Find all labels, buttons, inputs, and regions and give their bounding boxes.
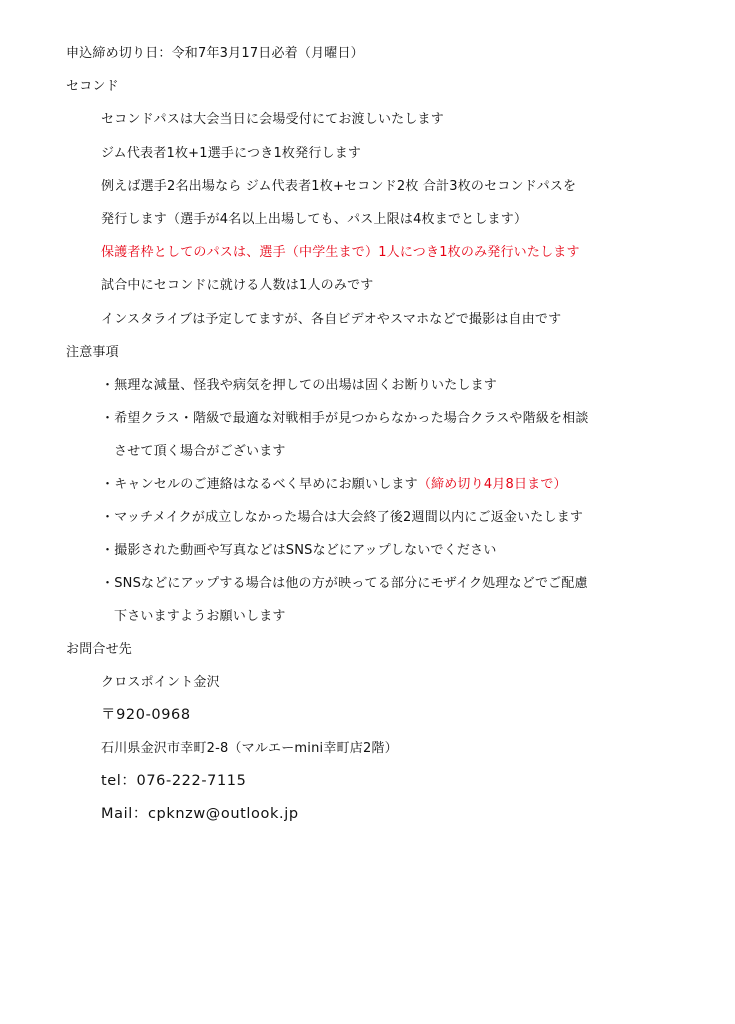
second-heading: セコンド bbox=[66, 79, 119, 94]
contact-heading: お問合せ先 bbox=[66, 642, 133, 657]
second-line-2: ジム代表者1枚+1選手につき1枚発行します bbox=[101, 146, 362, 161]
notes-line-7: ・SNSなどにアップする場合は他の方が映ってる部分にモザイク処理などでご配慮 bbox=[101, 576, 588, 591]
second-line-4: 発行します（選手が4名以上出場しても、パス上限は4枚までとします） bbox=[101, 212, 528, 227]
deadline-text: 申込締め切り日：令和7年3月17日必着（月曜日） bbox=[66, 46, 364, 61]
cancel-deadline-text: （締め切り4月8日まで） bbox=[417, 477, 567, 492]
contact-name: クロスポイント金沢 bbox=[101, 675, 220, 690]
cancel-contact-text: ・キャンセルのご連絡はなるべく早めにお願いします bbox=[101, 477, 418, 492]
contact-mail: Mail：cpknzw@outlook.jp bbox=[101, 806, 299, 822]
guardian-pass-notice: 保護者枠としてのパスは、選手（中学生まで）1人につき1枚のみ発行いたします bbox=[101, 245, 580, 260]
notes-line-4 bbox=[101, 476, 567, 494]
second-line-3: 例えば選手2名出場なら ジム代表者1枚+セコンド2枚 合計3枚のセコンドパスを bbox=[101, 179, 577, 194]
second-line-6: 試合中にセコンドに就ける人数は1人のみです bbox=[101, 278, 374, 293]
notes-line-3: させて頂く場合がございます bbox=[114, 444, 286, 459]
contact-postal: 〒920-0968 bbox=[101, 707, 191, 723]
second-line-1: セコンドパスは大会当日に会場受付にてお渡しいたします bbox=[101, 112, 444, 127]
second-line-7: インスタライブは予定してますが、各自ビデオやスマホなどで撮影は自由です bbox=[101, 312, 562, 327]
notes-heading: 注意事項 bbox=[66, 345, 119, 360]
notes-line-8: 下さいますようお願いします bbox=[114, 609, 286, 624]
contact-tel: tel：076-222-7115 bbox=[101, 773, 247, 789]
notes-line-2: ・希望クラス・階級で最適な対戦相手が見つからなかった場合クラスや階級を相談 bbox=[101, 411, 589, 426]
notes-line-5: ・マッチメイクが成立しなかった場合は大会終了後2週間以内にご返金いたします bbox=[101, 510, 584, 525]
notes-line-1: ・無理な減量、怪我や病気を押しての出場は固くお断りいたします bbox=[101, 378, 498, 393]
contact-address: 石川県金沢市幸町2-8（マルエーmini幸町店2階） bbox=[101, 741, 398, 756]
notes-line-6: ・撮影された動画や写真などはSNSなどにアップしないでください bbox=[101, 543, 497, 558]
